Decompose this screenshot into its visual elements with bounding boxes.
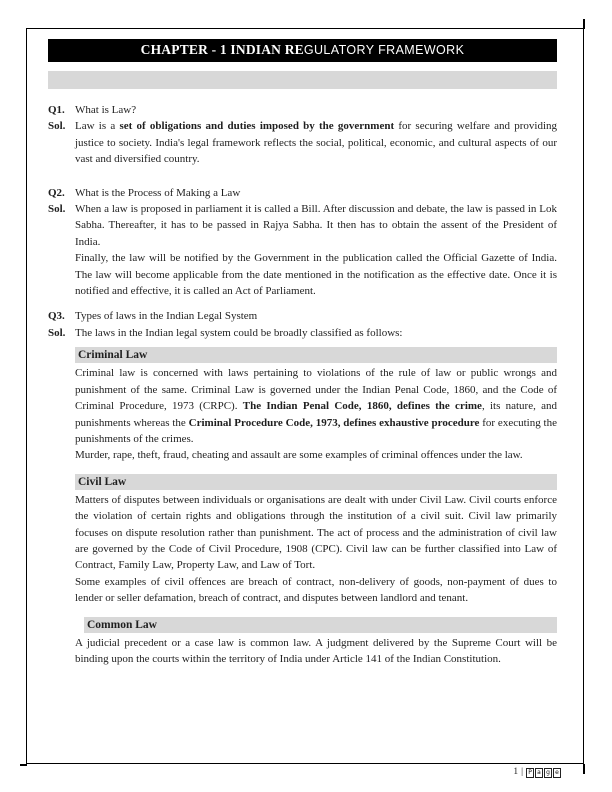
law-type-sections	[75, 347, 557, 667]
footer-separator: |	[521, 767, 523, 777]
question-text: Types of laws in the Indian Legal System	[75, 310, 258, 323]
question-text: What is the Process of Making a Law	[75, 186, 241, 199]
subtitle-bar	[48, 71, 557, 89]
page-number: 1	[513, 767, 519, 777]
section-criminal-law	[75, 347, 557, 463]
section-paragraph: Matters of disputes between individuals or organisations are dealt with under Civil Law. Civil courts enforce the violation of certain rights and obligations through the institution of a civil suit. Civil law primarily focuses on dispute resolution rather than punishment. The act of process and the administration of civil law are governed by the Code of Civil Procedure, 1908 (CPC). Civil law can be further classified into Law of Contract, Family Law, Property Law, and Law of Tort.	[75, 493, 557, 572]
solution-paragraph: Finally, the law will be notified by the Government in the publication called the Official Gazette of India. The law will become applicable from the date mentioned in the notification as the effective date. Once it is notified and effective, it is called an Act of Parliament.	[75, 252, 557, 298]
question-text: What is Law?	[75, 104, 137, 116]
question-block-q2	[48, 185, 557, 300]
section-heading: Criminal Law	[75, 347, 557, 363]
page-footer	[513, 767, 561, 778]
tofu-glyph-g: g	[544, 768, 552, 778]
section-paragraph: Murder, rape, theft, fraud, cheating and assault are some examples of criminal offences under the law.	[75, 449, 523, 462]
chapter-title-bold: CHAPTER - 1 INDIAN RE	[140, 42, 304, 58]
solution-label: Sol.	[48, 326, 66, 339]
section-paragraph: Criminal law is concerned with laws pertaining to violations of the rule of law or public wrongs and punishment of the same. Criminal Law is governed under the Indian Penal Code, 1860, and the Code of Criminal Procedure, 1973 (CRPC). The Indian Penal Code, 1860, defines the crime, its nature, and punishments whereas the Criminal Procedure Code, 1973, defines exhaustive procedure for executing the punishments of the crimes.	[75, 367, 558, 445]
tofu-glyph-p: P	[526, 768, 534, 778]
tofu-glyph-e: e	[553, 768, 561, 778]
document-body	[48, 102, 557, 667]
solution-row	[48, 118, 557, 167]
content-frame	[26, 28, 584, 764]
question-label: Q3.	[48, 310, 65, 323]
question-block-q1	[48, 102, 557, 168]
question-row	[48, 102, 557, 118]
solution-paragraph: Law is a set of obligations and duties imposed by the government for securing welfare and providing justice to society. India's legal framework reflects the social, political, economic, and cultural aspects of our vast and diversified country.	[75, 120, 558, 166]
solution-row	[48, 325, 557, 341]
section-paragraph: A judicial precedent or a case law is common law. A judgment delivered by the Supreme Court will be binding upon the courts within the territory of India under Article 141 of the Indian Constitution.	[75, 636, 557, 665]
border-tick-right-bottom	[583, 764, 585, 774]
section-paragraph: Some examples of civil offences are breach of contract, non-delivery of goods, non-payment of dues to lender or seller defamation, breach of contract, and disputes between landlord and tenant.	[75, 575, 557, 605]
question-label: Q2.	[48, 186, 65, 199]
section-common-law	[75, 617, 557, 668]
question-block-q3	[48, 308, 557, 667]
solution-paragraph: The laws in the Indian legal system could be broadly classified as follows:	[75, 326, 403, 339]
question-row	[48, 185, 557, 201]
question-label: Q1.	[48, 104, 65, 116]
solution-row	[48, 201, 557, 250]
chapter-title-rest: GULATORY FRAMEWORK	[303, 43, 465, 58]
section-civil-law	[75, 474, 557, 607]
border-tick-bottom-left	[20, 764, 27, 766]
question-row	[48, 308, 557, 324]
chapter-title-bar	[48, 39, 557, 62]
section-heading: Civil Law	[75, 474, 557, 490]
solution-label: Sol.	[48, 203, 66, 216]
border-tick-right-top	[583, 19, 585, 29]
tofu-glyph-a: a	[535, 768, 543, 778]
section-heading: Common Law	[84, 617, 557, 633]
solution-paragraph: When a law is proposed in parliament it is called a Bill. After discussion and debate, the law is passed in Lok Sabha. Thereafter, it has to be passed in Rajya Sabha. It then has to obtain the assent of the President of India.	[75, 203, 557, 248]
solution-label: Sol.	[48, 120, 66, 133]
